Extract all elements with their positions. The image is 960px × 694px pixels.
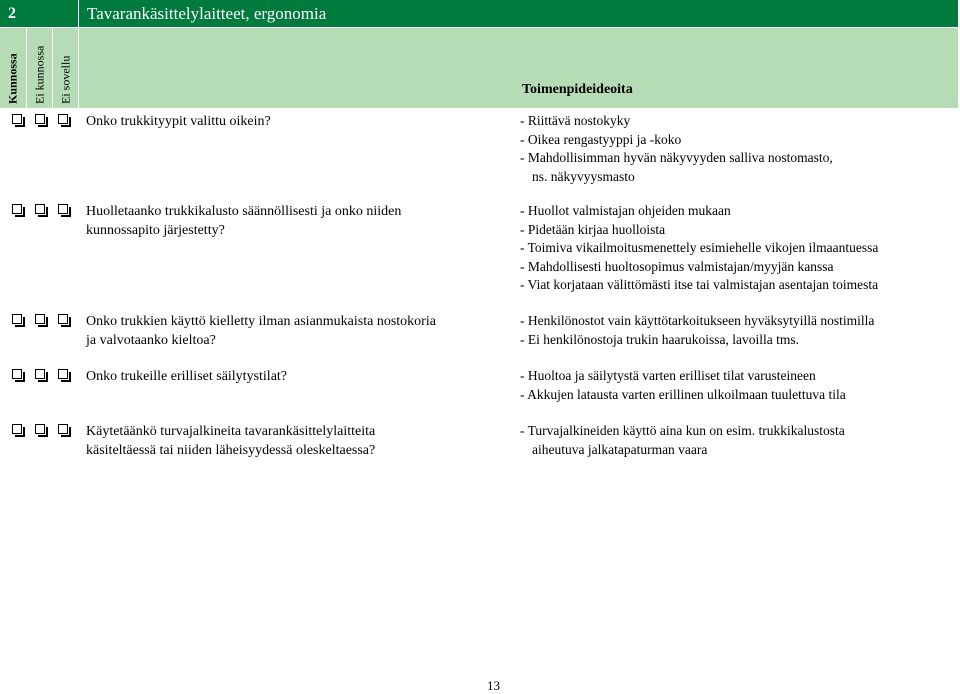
- action-item: ns. näkyvyysmasto: [532, 168, 635, 184]
- checkbox-not-applicable[interactable]: [58, 204, 68, 214]
- checkbox-not-in-order[interactable]: [35, 204, 45, 214]
- checkbox-not-in-order[interactable]: [35, 314, 45, 324]
- action-item: - Viat korjataan välittömästi itse tai valmistajan asentajan toimesta: [520, 277, 879, 292]
- page-number: 13: [487, 678, 500, 693]
- action-item: - Mahdollisesti huoltosopimus valmistajan/myyjän kanssa: [520, 258, 834, 274]
- checkbox-not-in-order[interactable]: [35, 369, 45, 379]
- column-not-applicable: [53, 28, 78, 108]
- column-not-in-order: [27, 28, 52, 108]
- checkbox-in-order[interactable]: [12, 204, 22, 214]
- question-text: Onko trukeille erilliset säilytystilat?: [86, 369, 288, 384]
- action-item: - Riittävä nostokyky: [520, 113, 631, 128]
- action-item: - Toimiva vikailmoitusmenettely esimiehelle vikojen ilmaantuessa: [520, 240, 879, 255]
- action-item: - Henkilönostot vain käyttötarkoitukseen hyväksytyillä nostimilla: [520, 313, 875, 328]
- action-list: [520, 112, 950, 186]
- checkbox-not-in-order[interactable]: [35, 424, 45, 434]
- action-list: [520, 422, 950, 459]
- checkbox-not-applicable[interactable]: [58, 114, 68, 124]
- actions-heading: Toimenpideideoita: [522, 82, 633, 97]
- section-number: 2: [0, 0, 78, 27]
- checkbox-in-order[interactable]: [12, 314, 22, 324]
- action-item: aiheutuva jalkatapaturman vaara: [532, 441, 708, 457]
- question-text: Onko trukkien käyttö kielletty ilman asianmukaista nostokoria ja valvotaanko kieltoa?: [86, 314, 436, 348]
- action-list: [520, 367, 950, 404]
- action-list: [520, 202, 950, 295]
- action-item: - Turvajalkineiden käyttö aina kun on esim. trukkikalustosta: [520, 423, 845, 438]
- column-not-in-order-label: Ei kunnossa: [32, 45, 46, 104]
- column-not-applicable-label: Ei sovellu: [58, 55, 72, 104]
- checkbox-not-applicable[interactable]: [58, 369, 68, 379]
- checkbox-not-applicable[interactable]: [58, 424, 68, 434]
- checkbox-not-in-order[interactable]: [35, 114, 45, 124]
- question-text: Käytetäänkö turvajalkineita tavarankäsittelylaitteita käsiteltäessä tai niiden läheisyydessä oleskeltaessa?: [86, 424, 376, 458]
- action-item: - Huollot valmistajan ohjeiden mukaan: [520, 203, 731, 218]
- section-title: Tavarankäsittelylaitteet, ergonomia: [79, 0, 958, 27]
- action-item: - Akkujen latausta varten erillinen ulkoilmaan tuulettuva tila: [520, 386, 846, 402]
- column-header-row: [0, 28, 958, 108]
- column-main: [79, 28, 958, 108]
- action-item: - Mahdollisimman hyvän näkyvyyden salliva nostomasto,: [520, 150, 833, 165]
- column-in-order-label: Kunnossa: [5, 53, 20, 104]
- checkbox-in-order[interactable]: [12, 369, 22, 379]
- action-list: [520, 312, 950, 349]
- question-text: Onko trukkityypit valittu oikein?: [86, 114, 271, 129]
- action-item: - Huoltoa ja säilytystä varten erilliset tilat varusteineen: [520, 368, 816, 383]
- action-item: - Oikea rengastyyppi ja -koko: [520, 131, 682, 147]
- action-item: - Ei henkilönostoja trukin haarukoissa, lavoilla tms.: [520, 331, 799, 347]
- section-header: [0, 0, 958, 27]
- checkbox-not-applicable[interactable]: [58, 314, 68, 324]
- checkbox-in-order[interactable]: [12, 424, 22, 434]
- column-in-order: [0, 28, 26, 108]
- action-item: - Pidetään kirjaa huolloista: [520, 221, 666, 237]
- checkbox-in-order[interactable]: [12, 114, 22, 124]
- question-text: Huolletaanko trukkikalusto säännöllisesti ja onko niiden kunnossapito järjestetty?: [86, 204, 402, 238]
